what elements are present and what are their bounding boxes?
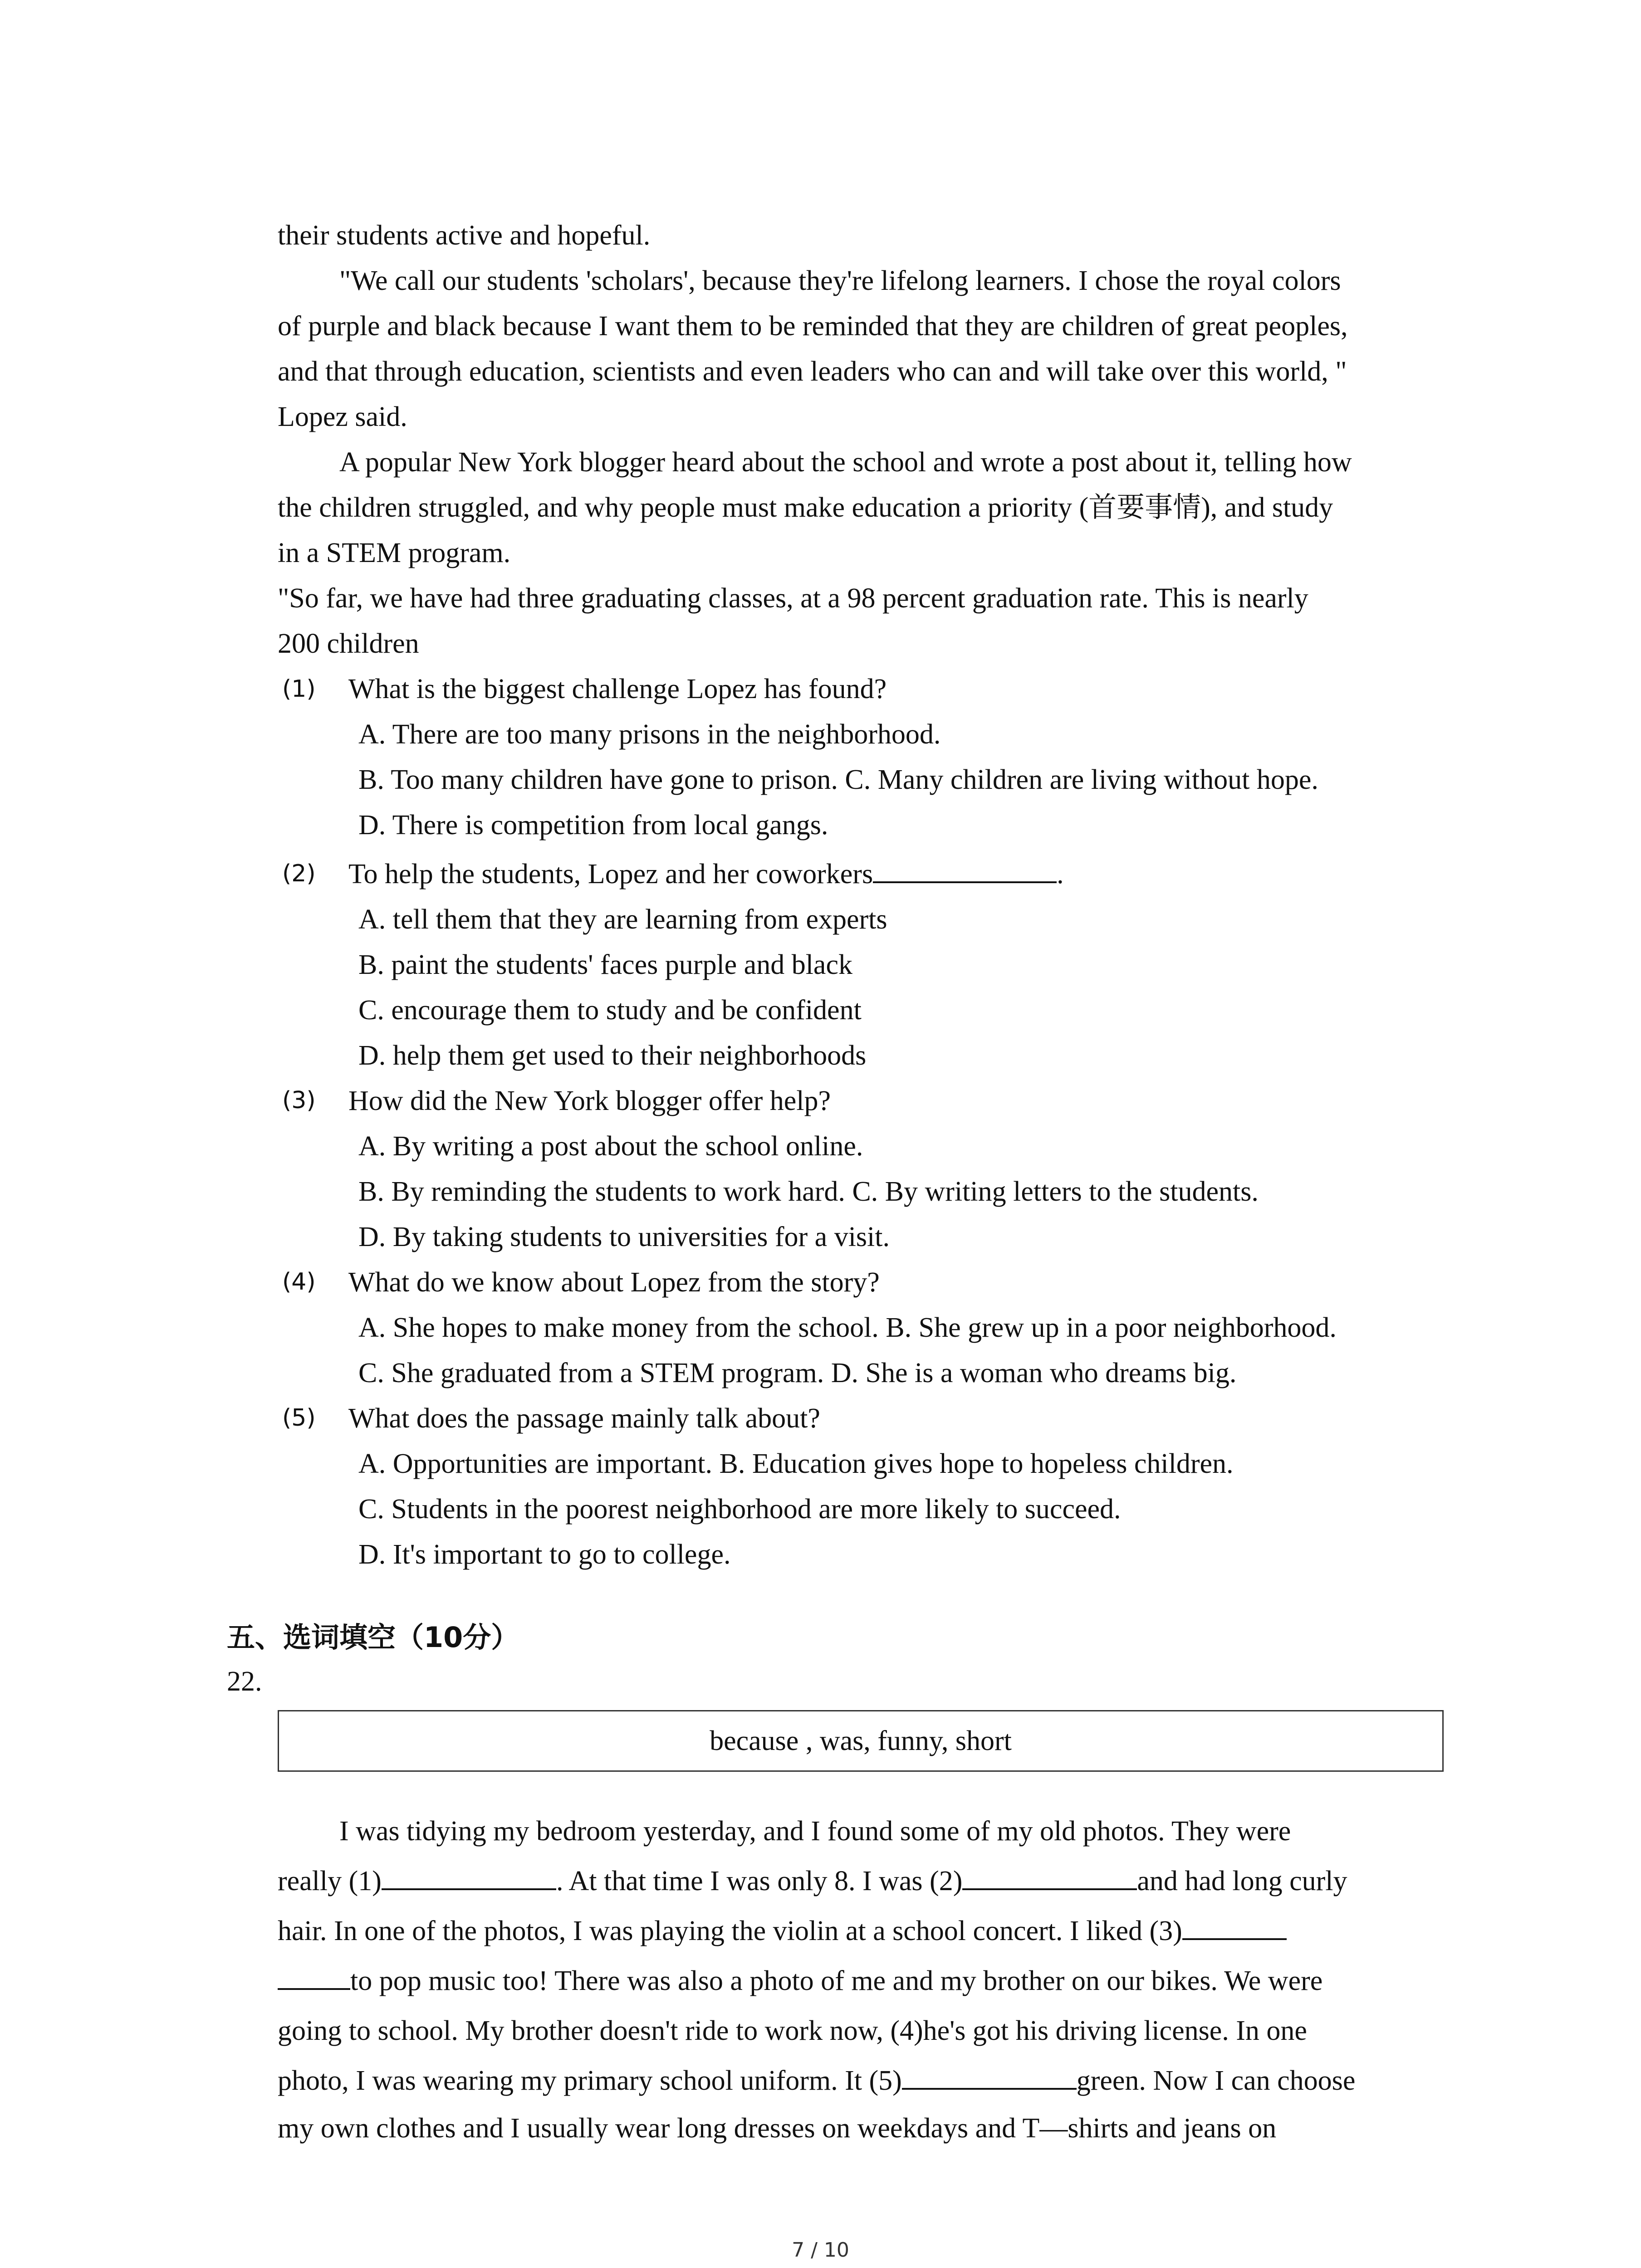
option: B. paint the students' faces purple and black: [358, 949, 852, 980]
option: D. There is competition from local gangs.: [358, 810, 828, 841]
question-text: What does the passage mainly talk about?: [348, 1403, 820, 1434]
option: A. There are too many prisons in the neighborhood.: [358, 719, 941, 750]
option: A. Opportunities are important. B. Education gives hope to hopeless children.: [358, 1448, 1234, 1479]
question-number: (4): [282, 1268, 316, 1295]
cloze-text: to pop music too! There was also a photo of me and my brother on our bikes. We were: [350, 1965, 1323, 1996]
answer-blank-1: [382, 1864, 556, 1890]
cloze-line: going to school. My brother doesn't ride to work now, (4)he's got his driving license. In one: [278, 2015, 1307, 2046]
option: A. By writing a post about the school online.: [358, 1131, 863, 1162]
cloze-line: my own clothes and I usually wear long dresses on weekdays and T—shirts and jeans on: [278, 2113, 1277, 2144]
option: C. encourage them to study and be confident: [358, 995, 862, 1026]
passage-line: Lopez said.: [278, 401, 407, 432]
question-number: (5): [282, 1404, 316, 1432]
question-text: What is the biggest challenge Lopez has found?: [348, 674, 887, 704]
question-text: What do we know about Lopez from the story?: [348, 1267, 880, 1298]
passage-line: the children struggled, and why people must make education a priority (首要事情), and study: [278, 492, 1333, 523]
cloze-line: [278, 1864, 1347, 1898]
option: B. Too many children have gone to prison. C. Many children are living without hope.: [358, 764, 1318, 795]
cloze-line: [278, 2064, 1355, 2097]
cloze-text: green. Now I can choose: [1076, 2065, 1356, 2096]
question-text: [348, 857, 1064, 891]
passage-line: "So far, we have had three graduating classes, at a 98 percent graduation rate. This is nearly: [278, 583, 1308, 614]
page-number: 7 / 10: [792, 2239, 849, 2262]
word-box-words: because , was, funny, short: [710, 1725, 1012, 1756]
option: D. help them get used to their neighborhoods: [358, 1040, 867, 1071]
question-text-start: To help the students, Lopez and her coworkers: [348, 859, 873, 890]
cloze-text: photo, I was wearing my primary school uniform. It (5): [278, 2065, 902, 2096]
passage-line: 200 children: [278, 628, 419, 659]
option: B. By reminding the students to work hard. C. By writing letters to the students.: [358, 1176, 1259, 1207]
question-text: How did the New York blogger offer help?: [348, 1085, 831, 1116]
option: C. Students in the poorest neighborhood are more likely to succeed.: [358, 1494, 1121, 1525]
answer-blank: [873, 857, 1057, 883]
cloze-line: I was tidying my bedroom yesterday, and I found some of my old photos. They were: [339, 1816, 1291, 1847]
option: C. She graduated from a STEM program. D. She is a woman who dreams big.: [358, 1358, 1237, 1388]
option: A. She hopes to make money from the school. B. She grew up in a poor neighborhood.: [358, 1312, 1337, 1343]
answer-blank-2: [962, 1864, 1137, 1890]
passage-line: their students active and hopeful.: [278, 220, 651, 251]
passage-line: in a STEM program.: [278, 538, 511, 568]
answer-blank-5: [902, 2064, 1077, 2090]
answer-blank-3: [1182, 1914, 1287, 1940]
option: A. tell them that they are learning from experts: [358, 904, 887, 935]
passage-line: and that through education, scientists and even leaders who can and will take over this world, ": [278, 356, 1347, 387]
passage-line: of purple and black because I want them to be reminded that they are children of great peoples,: [278, 311, 1348, 342]
question-number: 22.: [227, 1666, 262, 1697]
passage-line: A popular New York blogger heard about the school and wrote a post about it, telling how: [339, 447, 1352, 478]
cloze-text: really (1): [278, 1866, 382, 1897]
cloze-text: . At that time I was only 8. I was (2): [556, 1866, 963, 1897]
question-number: (1): [282, 675, 316, 703]
passage-line: "We call our students 'scholars', because they're lifelong learners. I chose the royal colors: [339, 265, 1341, 296]
question-text-end: .: [1057, 859, 1064, 890]
option: D. It's important to go to college.: [358, 1539, 731, 1570]
cloze-text: and had long curly: [1137, 1866, 1347, 1897]
question-number: (2): [282, 860, 316, 887]
cloze-text: hair. In one of the photos, I was playing the violin at a school concert. I liked (3): [278, 1916, 1182, 1946]
question-number: (3): [282, 1087, 316, 1114]
option: D. By taking students to universities for a visit.: [358, 1222, 890, 1252]
section-title: 五、选词填空（10分）: [227, 1621, 519, 1654]
cloze-line: [278, 1964, 1323, 1998]
cloze-line: [278, 1914, 1287, 1948]
word-box: [278, 1710, 1444, 1772]
answer-blank-3-cont: [278, 1964, 350, 1990]
